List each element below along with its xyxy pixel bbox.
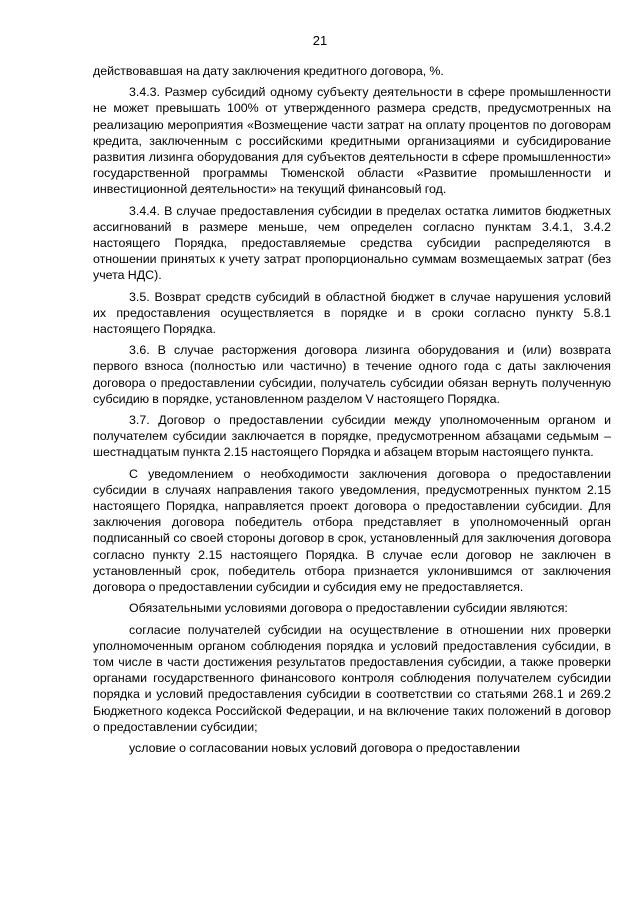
paragraph: 3.7. Договор о предоставлении субсидии между уполномоченным органом и получателем субсидии заключается в порядке, предусмотренном абзацами седьмым – шестнадцатым пункта 2.15 настоящего Порядка и абзацем вторым настоящего пункта. [93, 413, 611, 460]
paragraph: 3.6. В случае расторжения договора лизинга оборудования и (или) возврата первого взноса (полностью или частично) в течение одного года с даты заключения договора о предоставлении субсидии, получатель субсидии обязан вернуть полученную субсидию в порядке, установленном разделом V настоящего Порядка. [93, 343, 611, 406]
paragraph: 3.5. Возврат средств субсидий в областной бюджет в случае нарушения условий их предоставления осуществляется в порядке и в сроки согласно пункту 5.8.1 настоящего Порядка. [93, 289, 611, 337]
paragraph: 3.4.3. Размер субсидий одному субъекту деятельности в сфере промышленности не может превышать 100% от утвержденного размера средств, предусмотренных на реализацию мероприятия «Возмещение части затрат на оплату процентов по договорам кредита, заключенным с российскими кредитными организациями и субсидирование развития лизинга оборудования для субъектов деятельности в сфере промышленности» государственной программы Тюменской области «Развитие промышленности и инвестиционной деятельности» на текущий финансовый год. [93, 85, 611, 197]
paragraph: С уведомлением о необходимости заключения договора о предоставлении субсидии в случаях направления такого уведомления, предусмотренных пунктом 2.15 настоящего Порядка, направляется проект договора о предоставлении субсидии. Для заключения договора победитель отбора представляет в уполномоченный орган подписанный со своей стороны договор в срок, установленный для заключения договора согласно пункту 2.15 настоящего Порядка. В случае если договор не заключен в установленный срок, победитель отбора признается уклонившимся от заключения договора о предоставлении субсидии и субсидия ему не предоставляется. [93, 466, 611, 595]
paragraph: 3.4.4. В случае предоставления субсидии в пределах остатка лимитов бюджетных ассигнований в размере меньше, чем определен согласно пунктам 3.4.1, 3.4.2 настоящего Порядка, предоставляемые средства субсидии распределяются в отношении принятых к учету затрат пропорционально суммам возмещаемых затрат (без учета НДС). [93, 203, 611, 283]
document-body [93, 63, 611, 761]
paragraph: Обязательными условиями договора о предоставлении субсидии являются: [129, 601, 568, 616]
page-number: 21 [312, 33, 328, 48]
paragraph: согласие получателей субсидии на осуществление в отношении них проверки уполномоченным органом соблюдения порядка и условий предоставления субсидии, в том числе в части достижения результатов предоставления субсидии, а также проверки органами государственного финансового контроля соблюдения получателем субсидии порядка и условий предоставления субсидии в соответствии со статьями 268.1 и 269.2 Бюджетного кодекса Российской Федерации, и на включение таких положений в договор о предоставлении субсидии; [93, 622, 611, 734]
paragraph: действовавшая на дату заключения кредитного договора, %. [93, 64, 444, 78]
paragraph: условие о согласовании новых условий договора о предоставлении [129, 740, 521, 755]
